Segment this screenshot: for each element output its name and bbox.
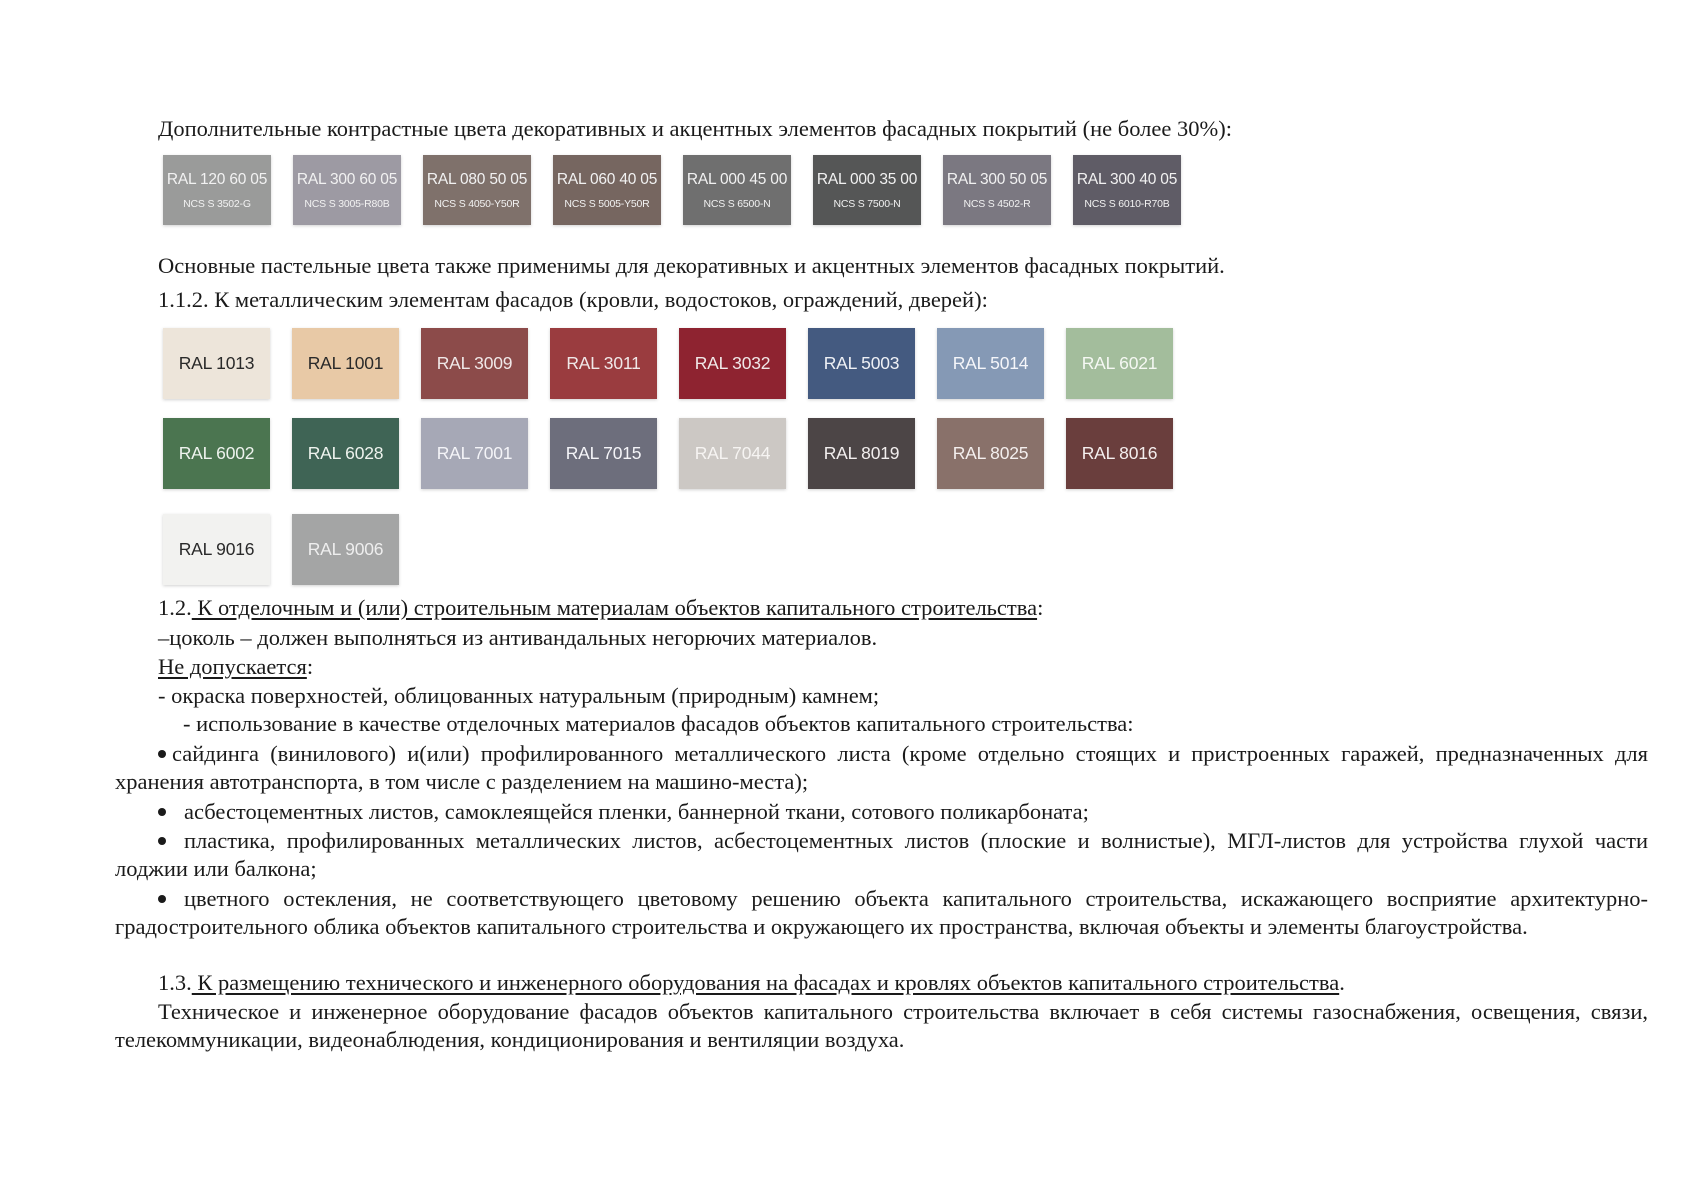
swatch-ral-code: RAL 000 45 00 bbox=[686, 170, 788, 188]
swatch-ral-code: RAL 1001 bbox=[307, 353, 384, 373]
swatch-ral-code: RAL 7001 bbox=[436, 443, 513, 463]
swatch-ncs-code: NCS S 6500-N bbox=[703, 197, 771, 210]
bullet-item-sheets bbox=[115, 798, 1648, 826]
bullet-text: сайдинга (винилового) и(или) профилированного металлического листа (кроме отдельно стоящих и пристроенных гаражей, предназначенных для хранения автотранспорта, в том числе с разделением на машино-места); bbox=[115, 741, 1648, 794]
pastel-note: Основные пастельные цвета также применимы для декоративных и акцентных элементов фасадных покрытий. bbox=[158, 253, 1225, 278]
bullet-icon bbox=[158, 895, 166, 903]
swatch-ral-code: RAL 000 35 00 bbox=[816, 170, 918, 188]
metal-elements-heading: 1.1.2. К металлическим элементам фасадов (кровли, водостоков, ограждений, дверей): bbox=[158, 287, 988, 312]
swatch-ral-code: RAL 6028 bbox=[307, 443, 384, 463]
section-1-3-heading bbox=[158, 969, 1345, 997]
swatch-ral-code: RAL 060 40 05 bbox=[556, 170, 658, 188]
not-allowed-tail: : bbox=[306, 654, 314, 679]
bullet-item-plastic bbox=[115, 827, 1648, 883]
swatch-ncs-code: NCS S 4502-R bbox=[963, 197, 1031, 210]
swatch-ncs-code: NCS S 3005-R80B bbox=[304, 197, 390, 210]
color-swatch bbox=[1066, 418, 1173, 489]
swatch-ral-code: RAL 120 60 05 bbox=[166, 170, 268, 188]
swatch-ral-code: RAL 9016 bbox=[178, 539, 255, 559]
swatch-ncs-code: NCS S 6010-R70B bbox=[1084, 197, 1170, 210]
color-swatch bbox=[943, 155, 1051, 225]
section-1-3-title: К размещению технического и инженерного оборудования на фасадах и кровлях объектов капитального строительства bbox=[191, 970, 1340, 995]
not-allowed-heading bbox=[158, 653, 313, 681]
color-swatch bbox=[163, 328, 270, 399]
color-swatch bbox=[421, 418, 528, 489]
swatch-ral-code: RAL 080 50 05 bbox=[426, 170, 528, 188]
swatch-ral-code: RAL 8025 bbox=[952, 443, 1029, 463]
swatch-ncs-code: NCS S 3502-G bbox=[183, 197, 251, 210]
bullet-item-glazing bbox=[115, 885, 1648, 941]
plinth-requirement: –цоколь – должен выполняться из антивандальных негорючих материалов. bbox=[158, 625, 878, 650]
swatch-ral-code: RAL 9006 bbox=[307, 539, 384, 559]
bullet-icon bbox=[158, 837, 166, 845]
color-swatch bbox=[292, 328, 399, 399]
swatch-ral-code: RAL 300 40 05 bbox=[1076, 170, 1178, 188]
color-swatch bbox=[423, 155, 531, 225]
metal-swatch-row-3 bbox=[163, 514, 421, 585]
color-swatch bbox=[1066, 328, 1173, 399]
bullet-icon bbox=[158, 750, 166, 758]
accent-colors-heading: Дополнительные контрастные цвета декоративных и акцентных элементов фасадных покрытий (не более 30%): bbox=[158, 116, 1232, 141]
dash-item-finishing: - использование в качестве отделочных материалов фасадов объектов капитального строительства: bbox=[183, 711, 1134, 736]
swatch-ral-code: RAL 300 60 05 bbox=[296, 170, 398, 188]
swatch-ncs-code: NCS S 5005-Y50R bbox=[564, 197, 650, 210]
section-1-2-tail: : bbox=[1037, 595, 1044, 620]
color-swatch bbox=[813, 155, 921, 225]
swatch-ral-code: RAL 6002 bbox=[178, 443, 255, 463]
accent-swatch-row bbox=[163, 155, 1203, 225]
swatch-ral-code: RAL 3009 bbox=[436, 353, 513, 373]
color-swatch bbox=[1073, 155, 1181, 225]
section-1-2-heading bbox=[158, 594, 1043, 622]
color-swatch bbox=[292, 514, 399, 585]
equipment-paragraph: Техническое и инженерное оборудование фасадов объектов капитального строительства включает в себя системы газоснабжения, освещения, связи, телекоммуникации, видеонаблюдения, кондиционирования и вентиляции воздуха. bbox=[115, 999, 1648, 1052]
color-swatch bbox=[553, 155, 661, 225]
swatch-ral-code: RAL 1013 bbox=[178, 353, 255, 373]
bullet-text: асбестоцементных листов, самоклеящейся пленки, баннерной ткани, сотового поликарбоната; bbox=[184, 799, 1089, 824]
section-1-2-number: 1.2. bbox=[158, 595, 192, 620]
color-swatch bbox=[163, 155, 271, 225]
bullet-text: цветного остекления, не соответствующего цветовому решению объекта капитального строительства, искажающего восприятие архитектурно-градостроительного облика объектов капитального строительства и окружающего их пространства, включая объекты и элементы благоустройства. bbox=[115, 886, 1648, 939]
color-swatch bbox=[808, 418, 915, 489]
color-swatch bbox=[421, 328, 528, 399]
swatch-ncs-code: NCS S 4050-Y50R bbox=[434, 197, 520, 210]
swatch-ral-code: RAL 8016 bbox=[1081, 443, 1158, 463]
section-1-2-title: К отделочным и (или) строительным материалам объектов капитального строительства bbox=[191, 595, 1038, 620]
color-swatch bbox=[808, 328, 915, 399]
color-swatch bbox=[683, 155, 791, 225]
swatch-ral-code: RAL 5003 bbox=[823, 353, 900, 373]
swatch-ral-code: RAL 7044 bbox=[694, 443, 771, 463]
metal-swatch-row-2 bbox=[163, 418, 1195, 489]
swatch-ral-code: RAL 5014 bbox=[952, 353, 1029, 373]
color-swatch bbox=[937, 328, 1044, 399]
swatch-ral-code: RAL 3011 bbox=[566, 353, 641, 373]
bullet-icon bbox=[158, 808, 166, 816]
section-1-3-tail: . bbox=[1339, 970, 1345, 995]
section-1-3-number: 1.3. bbox=[158, 970, 192, 995]
color-swatch bbox=[550, 328, 657, 399]
swatch-ral-code: RAL 6021 bbox=[1081, 353, 1158, 373]
dash-item-painting: - окраска поверхностей, облицованных натуральным (природным) камнем; bbox=[158, 683, 880, 708]
not-allowed-label: Не допускается bbox=[158, 654, 307, 679]
swatch-ncs-code: NCS S 7500-N bbox=[833, 197, 901, 210]
swatch-ral-code: RAL 3032 bbox=[694, 353, 771, 373]
metal-swatch-row-1 bbox=[163, 328, 1195, 399]
color-swatch bbox=[679, 328, 786, 399]
color-swatch bbox=[937, 418, 1044, 489]
bullet-item-siding bbox=[115, 740, 1648, 796]
color-swatch bbox=[163, 514, 270, 585]
swatch-ral-code: RAL 300 50 05 bbox=[946, 170, 1048, 188]
bullet-text: пластика, профилированных металлических листов, асбестоцементных листов (плоские и волнистые), МГЛ-листов для устройства глухой части лоджии или балкона; bbox=[115, 828, 1648, 881]
color-swatch bbox=[550, 418, 657, 489]
swatch-ral-code: RAL 7015 bbox=[565, 443, 642, 463]
color-swatch bbox=[679, 418, 786, 489]
color-swatch bbox=[293, 155, 401, 225]
color-swatch bbox=[292, 418, 399, 489]
swatch-ral-code: RAL 8019 bbox=[823, 443, 900, 463]
color-swatch bbox=[163, 418, 270, 489]
